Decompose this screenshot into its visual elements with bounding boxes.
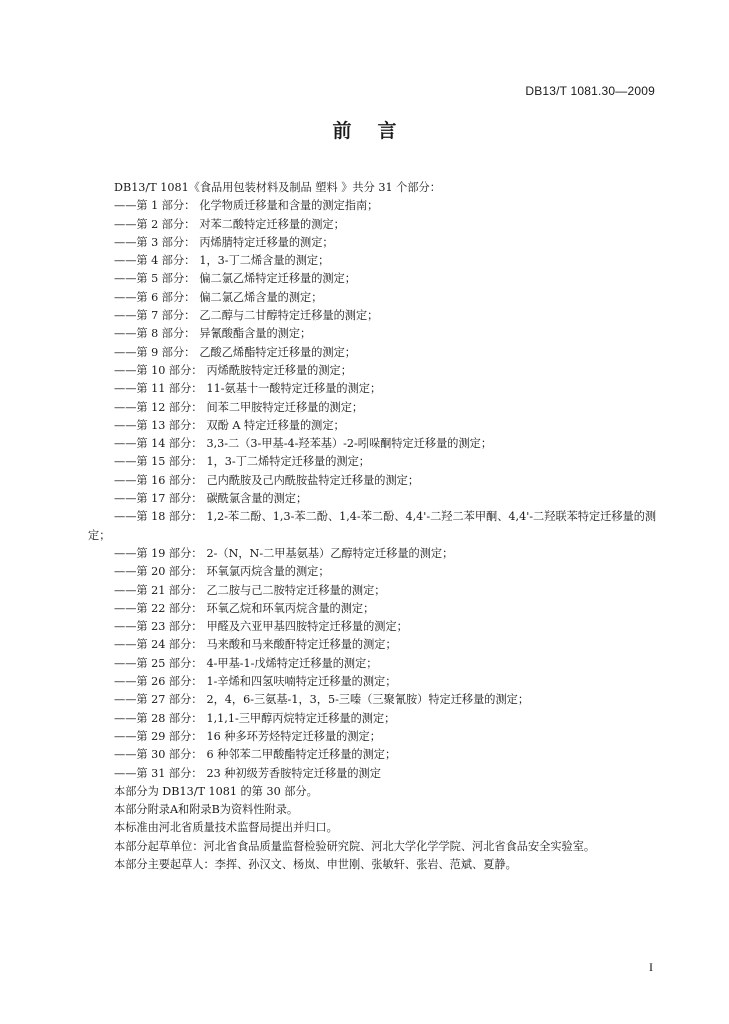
part-number: ——第 25 部分： bbox=[114, 656, 203, 670]
part-number: ——第 16 部分： bbox=[114, 473, 203, 487]
part-title: 23 种初级芳香胺特定迁移量的测定 bbox=[206, 766, 381, 780]
part-number: ——第 22 部分： bbox=[114, 601, 203, 615]
standard-number: DB13/T 1081.30—2009 bbox=[525, 84, 655, 98]
body-paragraph: 本部分为 DB13/T 1081 的第 30 部分。 bbox=[114, 784, 318, 798]
part-title: 偏二氯乙烯特定迁移量的测定； bbox=[199, 272, 356, 286]
part-title: 4-甲基-1-戊烯特定迁移量的测定； bbox=[206, 656, 378, 670]
part-title: 1,1,1-三甲醇丙烷特定迁移量的测定； bbox=[206, 711, 396, 725]
part-title: 马来酸和马来酸酐特定迁移量的测定； bbox=[206, 638, 397, 652]
part-item bbox=[88, 252, 660, 270]
body-paragraph: 本部分起草单位：河北省食品质量监督检验研究院、河北大学化学学院、河北省食品安全实验室。 bbox=[114, 839, 596, 853]
foreword-body bbox=[88, 179, 660, 874]
part-title: 对苯二酸特定迁移量的测定； bbox=[199, 217, 345, 231]
part-title: 1,2-苯二酚、1,3-苯二酚、1,4-苯二酚、4,4'-二羟二苯甲酮、4,4'-二羟联苯特定迁移量的测定； bbox=[88, 510, 657, 542]
part-number: ——第 11 部分： bbox=[114, 382, 203, 396]
part-item bbox=[88, 216, 660, 234]
part-title: 乙二醇与二甘醇特定迁移量的测定； bbox=[199, 309, 379, 323]
part-item bbox=[88, 600, 660, 618]
part-item bbox=[88, 325, 660, 343]
part-item bbox=[88, 307, 660, 325]
part-number: ——第 23 部分： bbox=[114, 620, 203, 634]
part-title: 6 种邻苯二甲酸酯特定迁移量的测定； bbox=[206, 748, 397, 762]
part-number: ——第 6 部分： bbox=[114, 290, 196, 304]
part-number: ——第 8 部分： bbox=[114, 327, 196, 341]
part-item bbox=[88, 399, 660, 417]
part-item bbox=[88, 618, 660, 636]
part-number: ——第 29 部分： bbox=[114, 729, 203, 743]
closing-paragraphs bbox=[88, 783, 660, 874]
page-title: 前言 bbox=[332, 120, 423, 142]
part-item bbox=[88, 453, 660, 471]
part-title: 1-辛烯和四氢呋喃特定迁移量的测定； bbox=[206, 675, 397, 689]
part-item bbox=[88, 197, 660, 215]
part-number: ——第 13 部分： bbox=[114, 418, 203, 432]
part-item bbox=[88, 380, 660, 398]
part-item bbox=[88, 655, 660, 673]
part-number: ——第 30 部分： bbox=[114, 748, 203, 762]
body-paragraph: 本部分附录A和附录B为资料性附录。 bbox=[114, 803, 299, 817]
part-item bbox=[88, 490, 660, 508]
part-number: ——第 3 部分： bbox=[114, 235, 196, 249]
part-title: 乙二胺与己二胺特定迁移量的测定； bbox=[206, 583, 386, 597]
part-item bbox=[88, 545, 660, 563]
parts-list bbox=[88, 197, 660, 783]
part-number: ——第 31 部分： bbox=[114, 766, 203, 780]
part-title: 己内酰胺及己内酰胺盐特定迁移量的测定； bbox=[206, 473, 420, 487]
part-number: ——第 2 部分： bbox=[114, 217, 196, 231]
part-number: ——第 4 部分： bbox=[114, 254, 196, 268]
part-number: ——第 18 部分： bbox=[114, 510, 203, 524]
part-title: 丙烯酰胺特定迁移量的测定； bbox=[206, 363, 352, 377]
part-number: ——第 24 部分： bbox=[114, 638, 203, 652]
part-number: ——第 15 部分： bbox=[114, 455, 203, 469]
part-title: 乙酸乙烯酯特定迁移量的测定； bbox=[199, 345, 356, 359]
part-number: ——第 10 部分： bbox=[114, 363, 203, 377]
part-title: 化学物质迁移量和含量的测定指南； bbox=[199, 199, 379, 213]
part-item bbox=[88, 728, 660, 746]
intro-paragraph: DB13/T 1081《食品用包装材料及制品 塑料 》共分 31 个部分： bbox=[114, 181, 441, 194]
part-number: ——第 19 部分： bbox=[114, 546, 203, 560]
part-item bbox=[88, 289, 660, 307]
part-number: ——第 27 部分： bbox=[114, 693, 203, 707]
page-number: I bbox=[649, 960, 653, 974]
body-paragraph: 本部分主要起草人：李挥、孙汉文、杨岚、申世刚、张敏轩、张岩、范斌、夏静。 bbox=[114, 857, 517, 871]
part-item bbox=[88, 673, 660, 691]
part-number: ——第 9 部分： bbox=[114, 345, 196, 359]
part-number: ——第 20 部分： bbox=[114, 565, 203, 579]
part-item bbox=[88, 746, 660, 764]
part-item bbox=[88, 508, 660, 545]
part-title: 环氧氯丙烷含量的测定； bbox=[206, 565, 330, 579]
part-item bbox=[88, 691, 660, 709]
part-item bbox=[88, 234, 660, 252]
part-item bbox=[88, 582, 660, 600]
part-number: ——第 17 部分： bbox=[114, 492, 203, 506]
part-title: 2-（N，N-二甲基氨基）乙醇特定迁移量的测定； bbox=[206, 546, 454, 560]
part-title: 双酚 A 特定迁移量的测定； bbox=[206, 418, 345, 432]
part-title: 1，3-丁二烯特定迁移量的测定； bbox=[206, 455, 370, 469]
part-title: 1，3-丁二烯含量的测定； bbox=[199, 254, 330, 268]
part-title: 碳酰氯含量的测定； bbox=[206, 492, 308, 506]
part-title: 丙烯腈特定迁移量的测定； bbox=[199, 235, 334, 249]
part-item bbox=[88, 472, 660, 490]
body-paragraph: 本标准由河北省质量技术监督局提出并归口。 bbox=[114, 821, 338, 835]
part-number: ——第 26 部分： bbox=[114, 675, 203, 689]
part-number: ——第 1 部分： bbox=[114, 199, 196, 213]
part-item bbox=[88, 710, 660, 728]
part-item bbox=[88, 417, 660, 435]
part-title: 16 种多环芳烃特定迁移量的测定； bbox=[206, 729, 381, 743]
part-number: ——第 21 部分： bbox=[114, 583, 203, 597]
part-title: 偏二氯乙烯含量的测定； bbox=[199, 290, 323, 304]
part-item bbox=[88, 270, 660, 288]
part-item bbox=[88, 362, 660, 380]
part-number: ——第 5 部分： bbox=[114, 272, 196, 286]
part-title: 3,3-二（3-甲基-4-羟苯基）-2-吲哚酮特定迁移量的测定； bbox=[206, 437, 493, 451]
part-number: ——第 7 部分： bbox=[114, 309, 196, 323]
part-title: 异氰酸酯含量的测定； bbox=[199, 327, 312, 341]
part-item bbox=[88, 636, 660, 654]
part-title: 环氧乙烷和环氧丙烷含量的测定； bbox=[206, 601, 375, 615]
part-title: 间苯二甲胺特定迁移量的测定； bbox=[206, 400, 364, 414]
part-item bbox=[88, 765, 660, 783]
part-number: ——第 14 部分： bbox=[114, 437, 203, 451]
part-number: ——第 28 部分： bbox=[114, 711, 203, 725]
part-item bbox=[88, 563, 660, 581]
part-number: ——第 12 部分： bbox=[114, 400, 203, 414]
part-title: 2，4，6-三氨基-1，3，5-三嗪（三聚氰胺）特定迁移量的测定； bbox=[206, 693, 530, 707]
part-title: 甲醛及六亚甲基四胺特定迁移量的测定； bbox=[206, 620, 408, 634]
part-item bbox=[88, 435, 660, 453]
part-item bbox=[88, 344, 660, 362]
part-title: 11-氨基十一酸特定迁移量的测定； bbox=[206, 382, 382, 396]
